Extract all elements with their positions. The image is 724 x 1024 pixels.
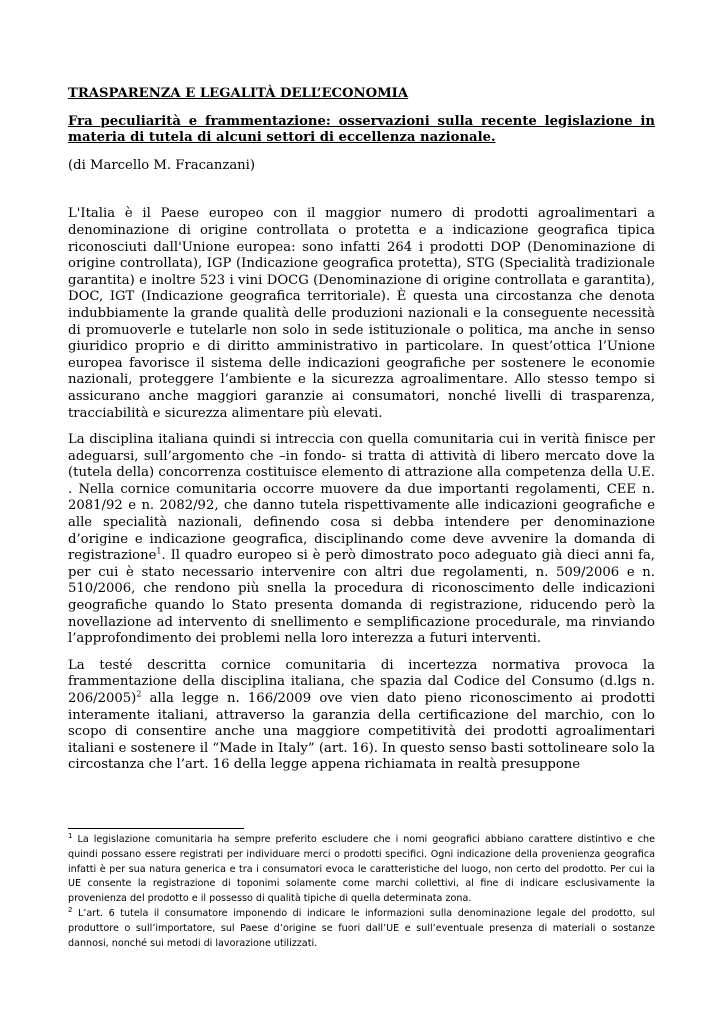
- paragraph-2: [68, 432, 655, 648]
- author-byline: (di Marcello M. Fracanzani): [68, 157, 256, 173]
- footnotes: [68, 828, 655, 951]
- paragraph-3-part-b: alla legge n. 166/2009 ove vien dato pieno riconoscimento ai prodotti interamente italiani, attraverso la garanzia della certificazione del marchio, con lo scopo di consentire anche una maggiore competitività dei prodotti agroalimentari italiani e sostenere il “Made in Italy” (art. 16). In questo senso basti sottolineare solo la circostanza che l’art. 16 della legge appena richiamata in realtà presuppone: [68, 691, 655, 773]
- footnote-2: [68, 907, 655, 951]
- section-title: TRASPARENZA E LEGALITÀ DELL’ECONOMIA: [68, 86, 409, 101]
- paragraph-2-part-a: La disciplina italiana quindi si intreccia con quella comunitaria cui in verità finisce per adeguarsi, sull’argomento che –in fondo- si tratta di attività di libero mercato dove la (tutela della) concorrenza costituisce elemento di attrazione alla competenza della U.E. . Nella cornice comunitaria occorre muovere da due importanti regolamenti, CEE n. 2081/92 e n. 2082/92, che danno tutela rispettivamente alle indicazioni geografiche e alle specialità nazionali, definendo cosa si debba intendere per denominazione d’origine e indicazione geografica, disciplinando come deve avvenire la domanda di registrazione: [68, 432, 655, 564]
- footnote-ref-1[interactable]: 1: [156, 546, 162, 556]
- footnote-2-number: 2: [68, 905, 73, 914]
- footnote-ref-2[interactable]: 2: [136, 689, 142, 699]
- paragraph-3-part-a: La testé descritta cornice comunitaria di incertezza normativa provoca la frammentazione della disciplina italiana, che spazia dal Codice del Consumo (d.lgs n. 206/2005): [68, 657, 655, 706]
- spacer: [68, 174, 655, 206]
- article-subtitle: Fra peculiarità e frammentazione: osservazioni sulla recente legislazione in materia di tutela di alcuni settori di eccellenza nazionale.: [68, 113, 655, 146]
- footnote-1: [68, 833, 655, 907]
- footnote-1-number: 1: [68, 831, 73, 840]
- paragraph-1: L'Italia è il Paese europeo con il maggior numero di prodotti agroalimentari a denominazione di origine controllata o protetta e a indicazione geografica tipica riconosciuti dall'Unione europea: sono infatti 264 i prodotti DOP (Denominazione di origine controllata), IGP (Indicazione geografica protetta), STG (Specialità tradizionale garantita) e inoltre 523 i vini DOCG (Denominazione di origine controllata e garantita), DOC, IGT (Indicazione geografica territoriale). È questa una circostanza che denota indubbiamente la grande qualità delle produzioni nazionali e la conseguente necessità di promuoverle e tutelarle non solo in sede istituzionale o politica, ma anche in senso giuridico proprio e di diritto amministrativo in particolare. In quest’ottica l’Unione europea favorisce il sistema delle indicazioni geografiche per sostenere le economie nazionali, proteggere l’ambiente e la sicurezza agroalimentare. Allo stesso tempo si assicurano anche maggiori garanzie ai consumatori, nonché livelli di trasparenza, tracciabilità e sicurezza alimentare più elevati.: [68, 206, 655, 421]
- footnote-separator: [68, 828, 244, 829]
- paragraph-2-part-b: . Il quadro europeo si è però dimostrato poco adeguato già dieci anni fa, per cui è stato necessario intervenire con altri due regolamenti, n. 509/2006 e n. 510/2006, che rendono più snella la procedura di riconoscimento delle indicazioni geografiche quando lo Stato presenta domanda di registrazione, riducendo però la novellazione ad intervento di snellimento e semplificazione procedurale, ma rinviando l’approfondimento dei problemi nella loro interezza a futuri interventi.: [68, 548, 655, 647]
- document-body: [68, 86, 655, 784]
- paragraph-3: [68, 658, 655, 774]
- footnote-1-text: La legislazione comunitaria ha sempre preferito escludere che i nomi geografici abbiano carattere distintivo e che quindi possano essere registrati per individuare merci o prodotti specifici. Ogni indicazione della provenienza geografica infatti è per sua natura generica e tra i consumatori evoca le caratteristiche del luogo, non certo del prodotto. Per cui la UE consente la registrazione di toponimi solamente come marchi collettivi, al fine di indicare esclusivamente la provenienza del prodotto e il possesso di qualità tipiche di quella determinata zona.: [68, 834, 655, 905]
- footnote-2-text: L’art. 6 tutela il consumatore imponendo di indicare le informazioni sulla denominazione legale del prodotto, sul produttore o sull’importatore, sul Paese d’origine se fuori dall’UE e sull’eventuale presenza di materiali o sostanze dannosi, nonché sui metodi di lavorazione utilizzati.: [68, 907, 655, 949]
